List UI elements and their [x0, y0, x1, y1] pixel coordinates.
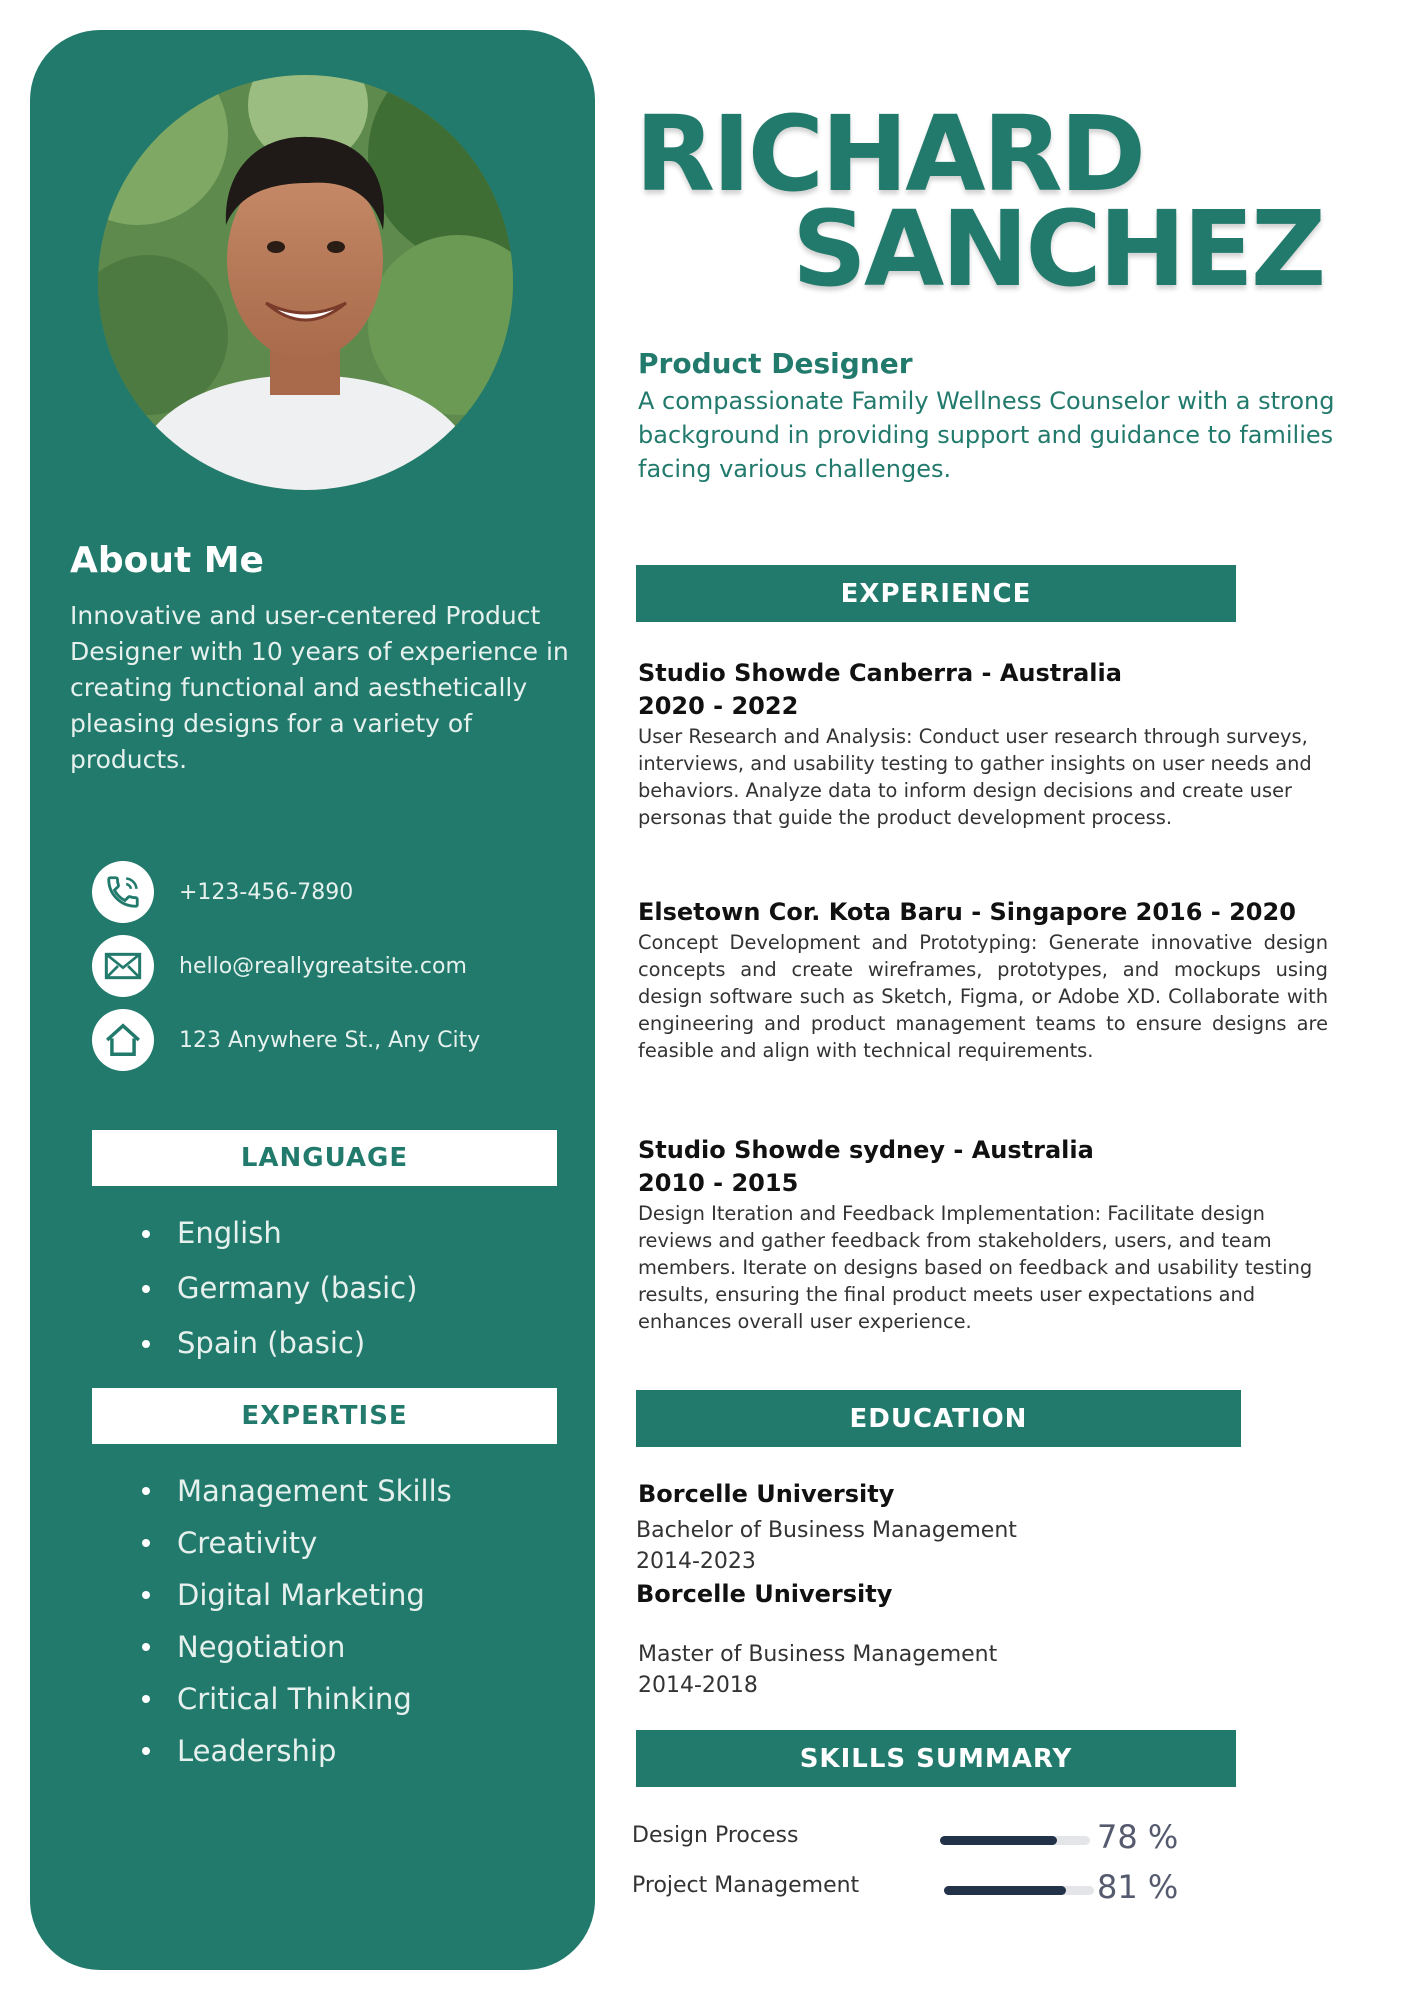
- skill-bar: [940, 1836, 1090, 1845]
- profile-photo: [98, 75, 513, 490]
- home-icon: [92, 1009, 154, 1071]
- job-description: Design Iteration and Feedback Implementation: Facilitate design reviews and gather feedback from stakeholders, users, and team members. Iterate on designs based on feedback and usability testing results, ensuring the final product meets user expectations and enhances overall user experience.: [638, 1202, 1313, 1333]
- language-list: [142, 1206, 417, 1371]
- job-entry: [638, 1134, 1328, 1335]
- list-item: Digital Marketing: [142, 1569, 452, 1621]
- list-item: Management Skills: [142, 1465, 452, 1517]
- contact-email: [92, 935, 467, 997]
- education-degree: Bachelor of Business Management: [636, 1518, 1017, 1543]
- email-icon: [92, 935, 154, 997]
- job-years: 2020 - 2022: [638, 692, 799, 720]
- job-description: User Research and Analysis: Conduct user research through surveys, interviews, and usability testing to gather insights on user needs and behaviors. Analyze data to inform design decisions and create user personas that guide the product development process.: [638, 725, 1312, 829]
- education-years: 2014-2023: [636, 1549, 756, 1574]
- skill-label: Project Management: [632, 1873, 860, 1898]
- name-first: RICHARD: [635, 93, 1144, 215]
- list-item: Leadership: [142, 1725, 452, 1777]
- job-years: 2010 - 2015: [638, 1169, 799, 1197]
- list-item: Critical Thinking: [142, 1673, 452, 1725]
- profile-summary: A compassionate Family Wellness Counselor with a strong background in providing support and guidance to families facing various challenges.: [638, 387, 1335, 483]
- address-text: 123 Anywhere St., Any City: [179, 1027, 481, 1053]
- education-school: Borcelle University: [638, 1480, 895, 1508]
- expertise-list: [142, 1465, 452, 1777]
- experience-heading: EXPERIENCE: [636, 565, 1236, 622]
- education-degree: Master of Business Management: [638, 1642, 998, 1667]
- email-text[interactable]: hello@reallygreatsite.com: [179, 953, 467, 979]
- list-item: Creativity: [142, 1517, 452, 1569]
- list-item: Germany (basic): [142, 1261, 417, 1316]
- job-role: Product Designer: [638, 347, 913, 380]
- education-school: Borcelle University: [636, 1580, 893, 1608]
- skill-label: Design Process: [632, 1823, 799, 1848]
- skill-bar-fill: [940, 1836, 1057, 1845]
- skill-percent: 81 %: [1097, 1868, 1179, 1906]
- job-entry: [638, 657, 1328, 831]
- list-item: English: [142, 1206, 417, 1261]
- job-entry: [638, 896, 1328, 1064]
- contact-address: [92, 1009, 480, 1071]
- job-company: Studio Showde sydney - Australia: [638, 1136, 1094, 1164]
- skill-percent: 78 %: [1097, 1818, 1179, 1856]
- name-last: SANCHEZ: [792, 188, 1324, 310]
- phone-text[interactable]: +123-456-7890: [179, 879, 354, 905]
- about-text: Innovative and user-centered Product Designer with 10 years of experience in creating functional and aesthetically pleasing designs for a variety of products.: [70, 601, 569, 774]
- education-years: 2014-2018: [638, 1673, 758, 1698]
- language-heading: LANGUAGE: [92, 1130, 557, 1186]
- education-heading: EDUCATION: [636, 1390, 1241, 1447]
- skills-heading: SKILLS SUMMARY: [636, 1730, 1236, 1787]
- contact-phone: [92, 861, 353, 923]
- list-item: Negotiation: [142, 1621, 452, 1673]
- expertise-heading: EXPERTISE: [92, 1388, 557, 1444]
- job-company: Elsetown Cor. Kota Baru - Singapore 2016 - 2020: [638, 898, 1296, 926]
- job-description: Concept Development and Prototyping: Generate innovative design concepts and create wireframes, prototypes, and mockups using design software such as Sketch, Figma, or Adobe XD. Collaborate with engineering and product management teams to ensure designs are feasible and align with technical requirements.: [638, 931, 1328, 1062]
- job-company: Studio Showde Canberra - Australia: [638, 659, 1122, 687]
- phone-icon: [92, 861, 154, 923]
- about-title: About Me: [70, 540, 264, 581]
- skill-bar: [944, 1886, 1094, 1895]
- skill-bar-fill: [944, 1886, 1066, 1895]
- list-item: Spain (basic): [142, 1316, 417, 1371]
